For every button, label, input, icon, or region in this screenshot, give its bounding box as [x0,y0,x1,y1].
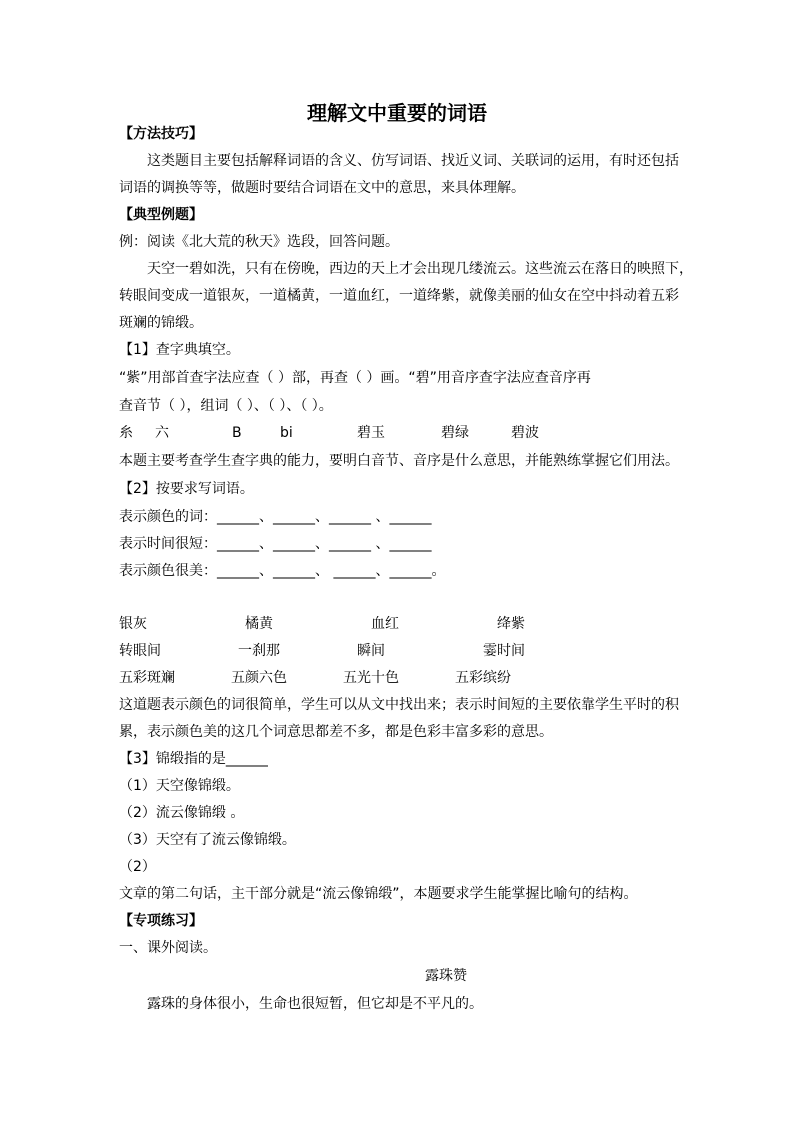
q2-answer-r3-4: 五彩缤纷 [455,670,511,686]
q2-explain-line-1: 这道题表示颜色的词很简单，学生可以从文中找出来；表示时间短的主要依靠学生平时的积 [119,697,679,713]
q2-answer-r2-4: 霎时间 [483,643,525,659]
q1-label: 【1】查字典填空。 [119,342,240,358]
q3-label: 【3】锦缎指的是______ [119,751,268,767]
q1-answer-word-2: 碧绿 [441,425,469,441]
method-text-line-1: 这类题目主要包括解释词语的含义、仿写词语、找近义词、关联词的运用，有时还包括 [147,153,679,169]
q3-explain: 文章的第二句话，主干部分就是“流云像锦缎”，本题要求学生能掌握比喻句的结构。 [119,886,638,902]
q3-option-1: （1）天空像锦缎。 [119,778,240,794]
q2-explain-line-2: 累，表示颜色美的这几个词意思都差不多，都是色彩丰富多彩的意思。 [119,724,553,740]
q1-answer-word-3: 碧波 [511,425,539,441]
q2-answer-r2-2: 一刹那 [238,643,280,659]
q2-answer-r1-2: 橘黄 [245,616,273,632]
q2-answer-r3-3: 五光十色 [343,670,399,686]
passage-line-2: 转眼间变成一道银灰，一道橘黄，一道血红，一道绛紫，就像美丽的仙女在空中抖动着五彩 [119,288,679,304]
q3-answer: （2） [119,859,156,875]
q2-line-2: 表示时间很短：______、______、______ 、______ [119,536,432,552]
q2-line-1: 表示颜色的词：______、______、______ 、______ [119,509,432,525]
q2-answer-r3-1: 五彩斑斓 [119,670,175,686]
passage-line-1: 天空一碧如洗，只有在傍晚，西边的天上才会出现几缕流云。这些流云在落日的映照下， [147,261,693,277]
example-intro: 例：阅读《北大荒的秋天》选段，回答问题。 [119,234,399,250]
q3-option-3: （3）天空有了流云像锦缎。 [119,832,296,848]
q1-answer-strokes: 六 [155,425,169,441]
q1-line-2: 查音节（ ），组词（ ）、（ ）、（ ）。 [119,398,333,414]
q2-answer-r1-3: 血红 [371,616,399,632]
q2-answer-r1-4: 绛紫 [497,616,525,632]
q1-line-1: “紫”用部首查字法应查（ ）部，再查（ ）画。“碧”用音序查字法应查音序再 [119,370,591,386]
reading-title: 露珠赞 [425,968,467,984]
reading-first-line: 露珠的身体很小，生命也很短暂，但它却是不平凡的。 [147,996,483,1012]
q2-answer-r3-2: 五颜六色 [231,670,287,686]
practice-item: 一、课外阅读。 [119,940,217,956]
q1-explain: 本题主要考查学生查字典的能力，要明白音节、音序是什么意思，并能熟练掌握它们用法。 [119,453,679,469]
q2-answer-r2-3: 瞬间 [357,643,385,659]
section-method-heading: 【方法技巧】 [119,126,203,142]
q3-option-2: （2）流云像锦缎 。 [119,805,245,821]
section-example-heading: 【典型例题】 [119,207,203,223]
q1-answer-word-1: 碧玉 [357,425,385,441]
q1-answer-initial: B [232,425,242,441]
passage-line-3: 斑斓的锦缎。 [119,315,203,331]
method-text-line-2: 词语的调换等等，做题时要结合词语在文中的意思，来具体理解。 [119,180,525,196]
q2-answer-r2-1: 转眼间 [119,643,161,659]
page-title: 理解文中重要的词语 [307,101,487,125]
q2-label: 【2】按要求写词语。 [119,481,254,497]
q2-line-3: 表示颜色很美：______、______、 ______、______。 [119,563,446,579]
section-practice-heading: 【专项练习】 [119,913,203,929]
q1-answer-syllable: bi [280,425,293,441]
q2-answer-r1-1: 银灰 [119,616,147,632]
q1-answer-radical: 糸 [119,425,133,441]
